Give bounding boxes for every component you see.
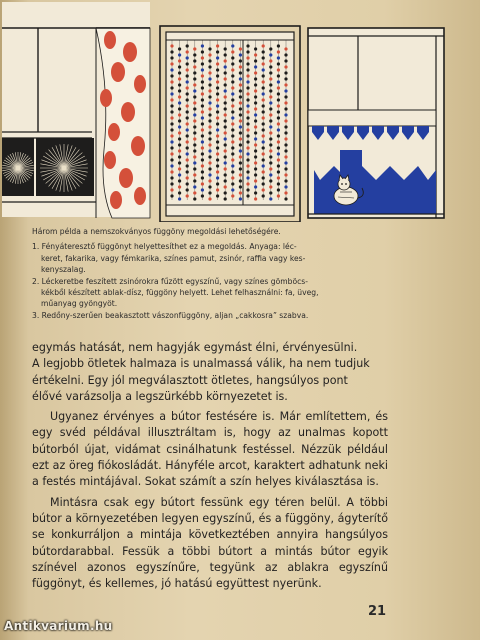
illustration-bead-curtain (160, 26, 300, 222)
caption-item-1-line-3: kenyszalag. (41, 265, 86, 275)
curtain-illustrations (0, 0, 480, 222)
caption-item-1-line-1: 1. Fényáteresztő függönyt helyettesíthet ez a megoldás. Anyaga: léc- (32, 242, 297, 252)
caption-item-2-line-1: 2. Léckeretbe feszített zsinórokra fűzött egyszínű, vagy színes gömböcs- (32, 276, 308, 286)
figure-caption (32, 226, 388, 321)
illustration-blind-curtain (308, 28, 444, 218)
watermark: Antikvarium.hu (4, 619, 113, 633)
caption-item-1-line-2: keret, fakarika, vagy fémkarika, színes pamut, zsinór, raffia vagy kes- (41, 253, 306, 263)
caption-intro: Három példa a nemszokványos függöny megoldási lehetőségére. (32, 227, 281, 236)
body-line-1: egymás hatását, nem hagyják egymást élni, érvényesülni. (32, 341, 358, 354)
caption-item-2-line-2: kékből készített ablak-dísz, függöny helyett. Lehet felhasználni: fa, üveg, (41, 288, 319, 298)
body-paragraph-2: Ugyanez érvényes a bútor festésére is. Már említettem, és egy svéd példával illusztráltam is, hogy az unalmas kopott bútorból újat, vidámat csinálhatunk festéssel. Nézzük például ezt az öreg fiókosládát. Hányféle arcot, karaktert adhatunk neki a festés mintájával. Sokat számít a szín helyes kiválasztása is. (32, 410, 388, 489)
body-text (32, 340, 388, 592)
body-line-3: értékelni. Egy jól megválasztott ötletes, hangsúlyos pont (32, 373, 348, 387)
body-line-4: élővé varázsolja a legszürkébb környezetet is. (32, 389, 288, 403)
illustration-ring-curtain (2, 2, 150, 218)
body-line-2: A legjobb ötletek halmaza is unalmassá válik, ha nem tudjuk (32, 357, 370, 371)
caption-item-2-line-3: műanyag gyöngyöt. (41, 299, 118, 309)
caption-item-3-line-1: 3. Redőny-szerűen beakasztott vászonfüggöny, aljan „cakkosra” szabva. (32, 310, 309, 320)
body-paragraph-3: Mintásra csak egy bútort fessünk egy téren belül. A többi bútor a környezetében legyen egyszínű, és a függöny, ágyterítő se konkurráljon a mintája következtében annyira hangsúlyos bútordarabbal. Fessük a többi bútort a mintás bútor egyik színével azonos egyszínűre, tegyünk az ablakra egyszínű függönyt, és kellemes, jó hatású együttest nyerünk. (32, 495, 388, 591)
page-number: 21 (368, 604, 387, 619)
